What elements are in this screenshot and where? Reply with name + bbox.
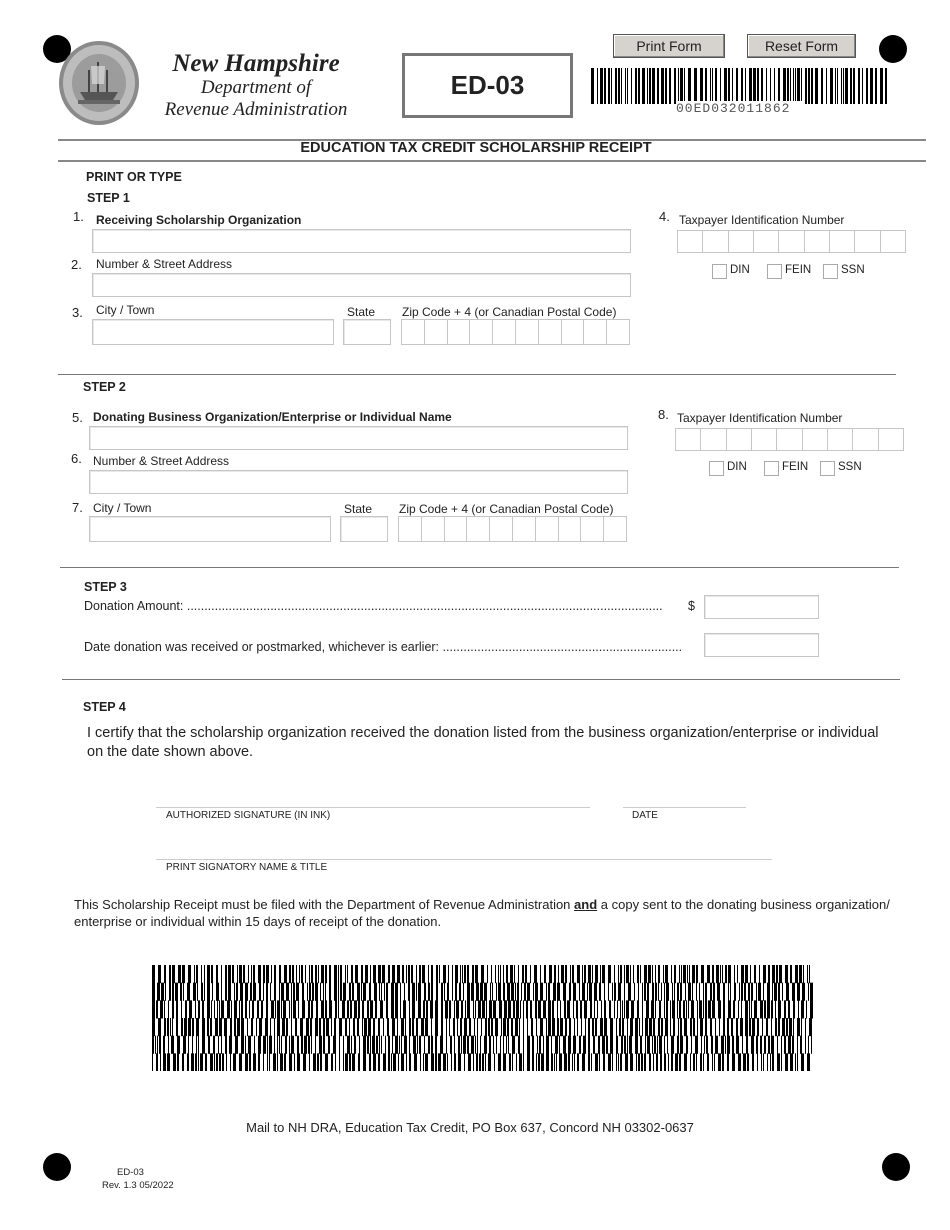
filing-notice-line-1 (74, 897, 890, 912)
fein-checkbox[interactable] (764, 461, 779, 476)
din-label: DIN (730, 264, 750, 276)
org-state-input[interactable] (343, 319, 391, 345)
line-number: 6. (71, 451, 82, 466)
donor-zip-input[interactable] (398, 516, 627, 542)
divider (58, 374, 896, 375)
reset-form-button[interactable]: Reset Form (747, 34, 856, 58)
donor-name-label: Donating Business Organization/Enterprise or Individual Name (93, 410, 452, 424)
tin-label: Taxpayer Identification Number (677, 411, 843, 425)
org-tin-input[interactable] (677, 230, 906, 253)
donor-street-address-input[interactable] (89, 470, 628, 494)
zip-label: Zip Code + 4 (or Canadian Postal Code) (402, 305, 617, 319)
step2-heading: STEP 2 (83, 380, 126, 394)
registration-mark (882, 1153, 910, 1181)
donor-name-input[interactable] (89, 426, 628, 450)
department-line-2: Revenue Administration (164, 99, 348, 120)
fein-label: FEIN (785, 264, 812, 276)
donor-tin-input[interactable] (675, 428, 904, 451)
ssn-checkbox[interactable] (823, 264, 838, 279)
certification-line-2: on the date shown above. (87, 744, 254, 760)
receiving-org-input[interactable] (92, 229, 631, 253)
ssn-label: SSN (838, 461, 862, 473)
print-or-type-label: PRINT OR TYPE (86, 170, 182, 184)
filing-notice-text: a copy sent to the donating business organization/ (597, 897, 890, 912)
divider (58, 160, 926, 162)
donation-amount-input[interactable] (704, 595, 819, 619)
line-number: 2. (71, 257, 82, 272)
mailing-address: Mail to NH DRA, Education Tax Credit, PO Box 637, Concord NH 03302-0637 (246, 1120, 694, 1135)
dollar-sign: $ (688, 599, 695, 613)
street-address-label: Number & Street Address (93, 454, 230, 468)
footer-revision: Rev. 1.3 05/2022 (102, 1180, 174, 1191)
certification-line-1: I certify that the scholarship organization received the donation listed from the business organization/enterprise or individual (87, 725, 879, 741)
filing-notice-text: This Scholarship Receipt must be filed with the Department of Revenue Administration (74, 897, 575, 912)
signature-line (156, 807, 590, 808)
print-form-button[interactable]: Print Form (613, 34, 725, 58)
donor-city-input[interactable] (89, 516, 331, 542)
header-barcode (591, 68, 889, 104)
fein-label: FEIN (782, 461, 809, 473)
name-title-label: PRINT SIGNATORY NAME & TITLE (166, 862, 328, 873)
org-city-input[interactable] (92, 319, 334, 345)
barcode-number: 00ED032011862 (676, 101, 802, 117)
fein-checkbox[interactable] (767, 264, 782, 279)
step4-heading: STEP 4 (83, 700, 126, 714)
form-code-box: ED-03 (402, 53, 573, 118)
ssn-checkbox[interactable] (820, 461, 835, 476)
step3-heading: STEP 3 (84, 580, 127, 594)
line-number: 8. (658, 407, 669, 422)
donor-state-input[interactable] (340, 516, 388, 542)
line-number: 1. (73, 209, 84, 224)
zip-label: Zip Code + 4 (or Canadian Postal Code) (399, 502, 614, 516)
din-label: DIN (727, 461, 747, 473)
street-address-label: Number & Street Address (96, 257, 233, 271)
org-zip-input[interactable] (401, 319, 630, 345)
din-checkbox[interactable] (709, 461, 724, 476)
step1-heading: STEP 1 (87, 191, 130, 205)
department-line-1: Department of (200, 77, 312, 98)
tin-label: Taxpayer Identification Number (679, 213, 845, 227)
state-label: State (347, 305, 376, 319)
donation-date-input[interactable] (704, 633, 819, 657)
receiving-org-label: Receiving Scholarship Organization (96, 213, 302, 227)
donation-date-label: Date donation was received or postmarked, whichever is earlier: ..................................................................... (84, 640, 683, 654)
signature-label: AUTHORIZED SIGNATURE (IN INK) (166, 810, 331, 821)
pdf417-barcode (152, 965, 813, 1071)
date-label: DATE (632, 810, 658, 821)
name-title-line (156, 859, 772, 860)
state-seal-logo (58, 40, 140, 126)
footer-form-code: ED-03 (117, 1167, 144, 1178)
state-label: State (344, 502, 373, 516)
line-number: 7. (72, 500, 83, 515)
date-line (623, 807, 746, 808)
line-number: 5. (72, 410, 83, 425)
city-label: City / Town (93, 501, 152, 515)
registration-mark (43, 1153, 71, 1181)
form-title: EDUCATION TAX CREDIT SCHOLARSHIP RECEIPT (300, 140, 652, 156)
ssn-label: SSN (841, 264, 865, 276)
line-number: 4. (659, 209, 670, 224)
filing-notice-and: and (574, 897, 598, 912)
registration-mark (879, 35, 907, 63)
city-label: City / Town (96, 303, 155, 317)
divider (62, 679, 900, 680)
filing-notice-line-2: enterprise or individual within 15 days of receipt of the donation. (74, 914, 442, 929)
donation-amount-label: Donation Amount: ......................................................................................................................................... (84, 599, 663, 613)
state-name: New Hampshire (172, 50, 340, 77)
din-checkbox[interactable] (712, 264, 727, 279)
line-number: 3. (72, 305, 83, 320)
divider (60, 567, 899, 568)
org-street-address-input[interactable] (92, 273, 631, 297)
